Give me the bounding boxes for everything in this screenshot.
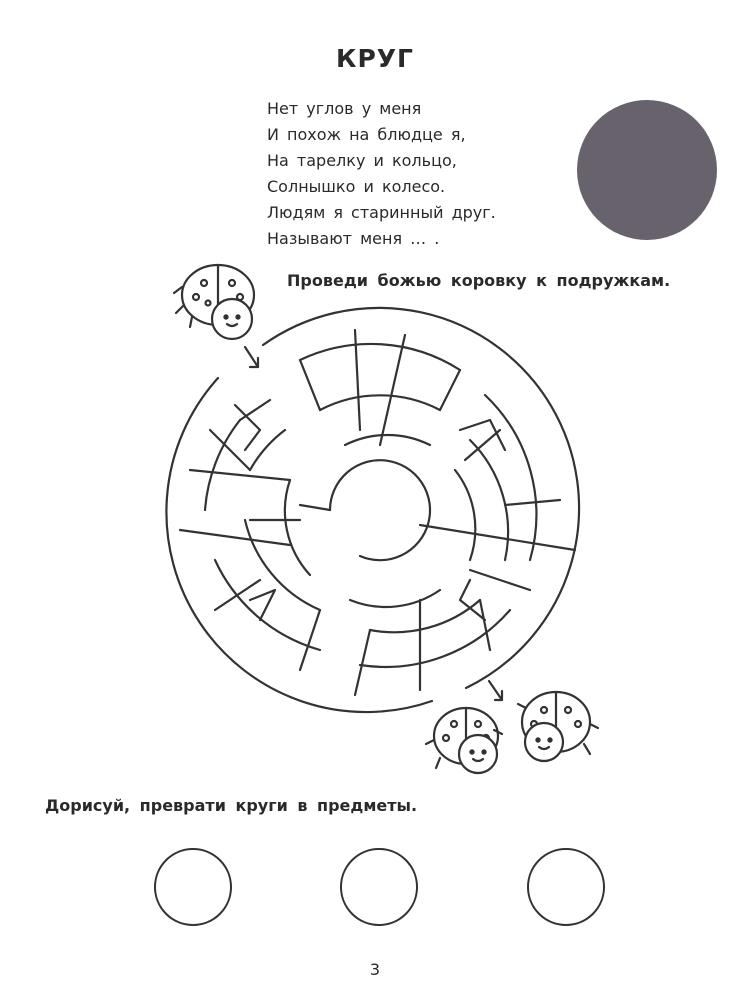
blank-circle [527,848,605,926]
page-title: КРУГ [336,44,414,73]
ladybug-icon [426,708,502,773]
page-number: 3 [369,960,381,979]
drawing-task-text: Дорисуй, преврати круги в предметы. [45,796,418,815]
poem-line: И похож на блюдце я, [267,125,466,144]
poem-line: На тарелку и кольцо, [267,151,457,170]
maze-outer-wall [166,378,432,712]
poem-line: Называют меня … . [267,229,440,248]
maze-task-text: Проведи божью коровку к подружкам. [287,271,671,290]
maze-radial-walls [180,330,575,695]
blank-circle [154,848,232,926]
arrow-icon [245,347,258,367]
poem-line: Нет углов у меня [267,99,422,118]
blank-circle [340,848,418,926]
maze-inner-walls [205,344,536,667]
arrow-icon [489,681,502,700]
poem-line: Солнышко и колесо. [267,177,446,196]
ladybug-icon [518,692,598,761]
poem-line: Людям я старинный друг. [267,203,496,222]
ladybug-icon [174,265,254,339]
